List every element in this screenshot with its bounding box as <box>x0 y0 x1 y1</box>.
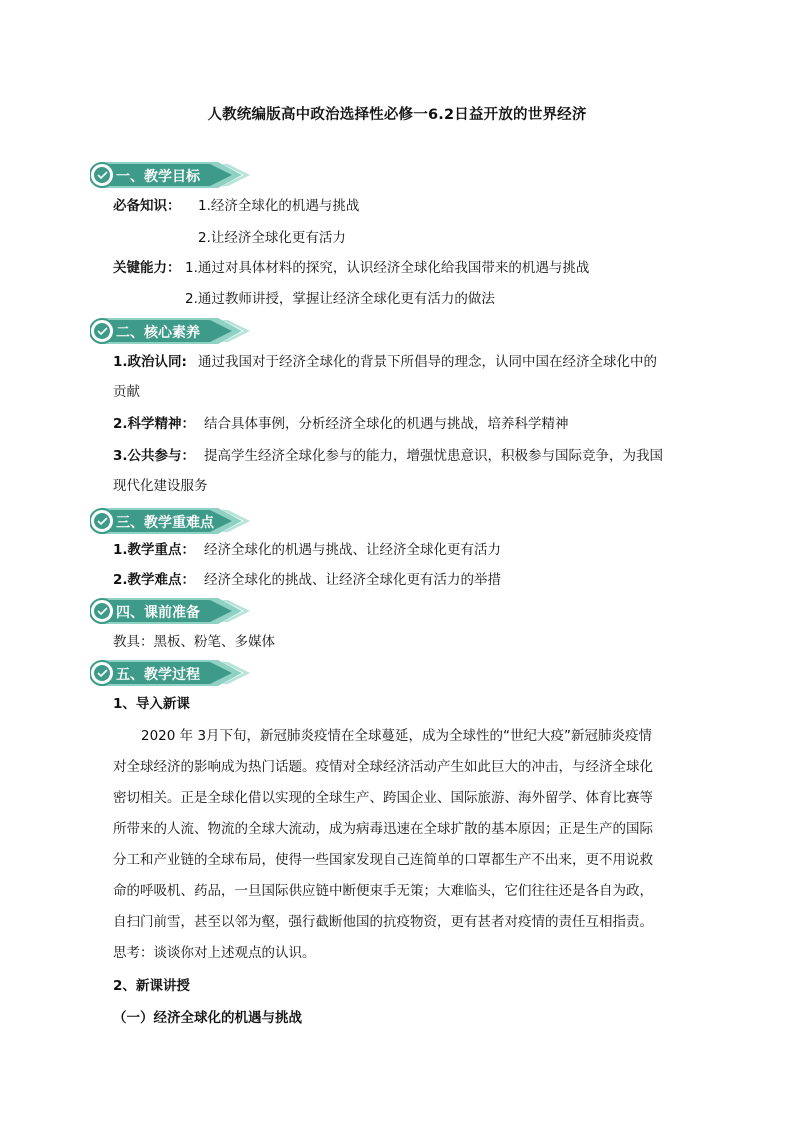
knowledge-item: 2.让经济全球化更有活力 <box>198 230 346 246</box>
paragraph-line: 自扫门前雪，甚至以邻为壑，强行截断他国的抗疫物资，更有甚者对疫情的责任互相指责。 <box>113 914 653 930</box>
keypoint-text: 经济全球化的挑战、让经济全球化更有活力的举措 <box>204 572 501 588</box>
paragraph-line: 分工和产业链的全球布局，使得一些国家发现自己连简单的口罩都生产不出来，更不用说救 <box>113 852 653 868</box>
keypoint-text: 经济全球化的机遇与挑战、让经济全球化更有活力 <box>204 542 501 558</box>
subsection-heading: （一）经济全球化的机遇与挑战 <box>113 1010 302 1026</box>
literacy-label: 1.政治认同: <box>113 354 187 370</box>
paragraph-line: 密切相关。正是全球化借以实现的全球生产、跨国企业、国际旅游、海外留学、体育比赛等 <box>113 790 653 806</box>
paragraph-line: 2020 年 3月下旬，新冠肺炎疫情在全球蔓延，成为全球性的“世纪大疫”新冠肺炎疫情 <box>141 728 653 744</box>
literacy-label: 3.公共参与： <box>113 448 196 464</box>
literacy-label: 2.科学精神： <box>113 416 196 432</box>
section-banner-process <box>90 658 250 688</box>
knowledge-item: 1.经济全球化的机遇与挑战 <box>198 198 360 214</box>
document-title: 人教统编版高中政治选择性必修一6.2日益开放的世界经济 <box>207 107 587 123</box>
paragraph-line: 思考：谈谈你对上述观点的认识。 <box>113 945 316 961</box>
paragraph-line: 对全球经济的影响成为热门话题。疫情对全球经济活动产生如此巨大的冲击，与经济全球化 <box>113 759 653 775</box>
ability-label: 关键能力： <box>113 260 181 276</box>
step-heading: 2、新课讲授 <box>113 978 190 994</box>
literacy-text: 通过我国对于经济全球化的背景下所倡导的理念，认同中国在经济全球化中的 <box>198 354 657 370</box>
section-banner-prep <box>90 596 250 626</box>
literacy-text: 结合具体事例，分析经济全球化的机遇与挑战，培养科学精神 <box>204 416 569 432</box>
literacy-text: 提高学生经济全球化参与的能力，增强忧患意识，积极参与国际竞争，为我国 <box>204 448 663 464</box>
keypoint-label: 2.教学难点： <box>113 572 196 588</box>
knowledge-label: 必备知识： <box>113 198 181 214</box>
ability-item: 2.通过教师讲授，掌握让经济全球化更有活力的做法 <box>185 291 495 307</box>
section-title: 四、课前准备 <box>116 605 200 621</box>
paragraph-line: 命的呼吸机、药品，一旦国际供应链中断便束手无策；大难临头，它们往往还是各自为政， <box>113 883 653 899</box>
section-banner-objectives <box>90 160 250 190</box>
prep-tools: 教具：黑板、粉笔、多媒体 <box>113 634 275 650</box>
section-banner-literacy <box>90 316 250 346</box>
section-title: 一、教学目标 <box>116 169 200 185</box>
ability-item: 1.通过对具体材料的探究，认识经济全球化给我国带来的机遇与挑战 <box>185 260 590 276</box>
keypoint-label: 1.教学重点： <box>113 542 196 558</box>
section-title: 二、核心素养 <box>116 325 200 341</box>
step-heading: 1、导入新课 <box>113 696 190 712</box>
section-banner-keypoints <box>90 506 250 536</box>
literacy-text: 现代化建设服务 <box>113 478 208 494</box>
section-title: 五、教学过程 <box>116 667 200 683</box>
paragraph-line: 所带来的人流、物流的全球大流动，成为病毒迅速在全球扩散的基本原因；正是生产的国际 <box>113 821 653 837</box>
section-title: 三、教学重难点 <box>116 515 214 531</box>
literacy-text: 贡献 <box>113 384 140 400</box>
